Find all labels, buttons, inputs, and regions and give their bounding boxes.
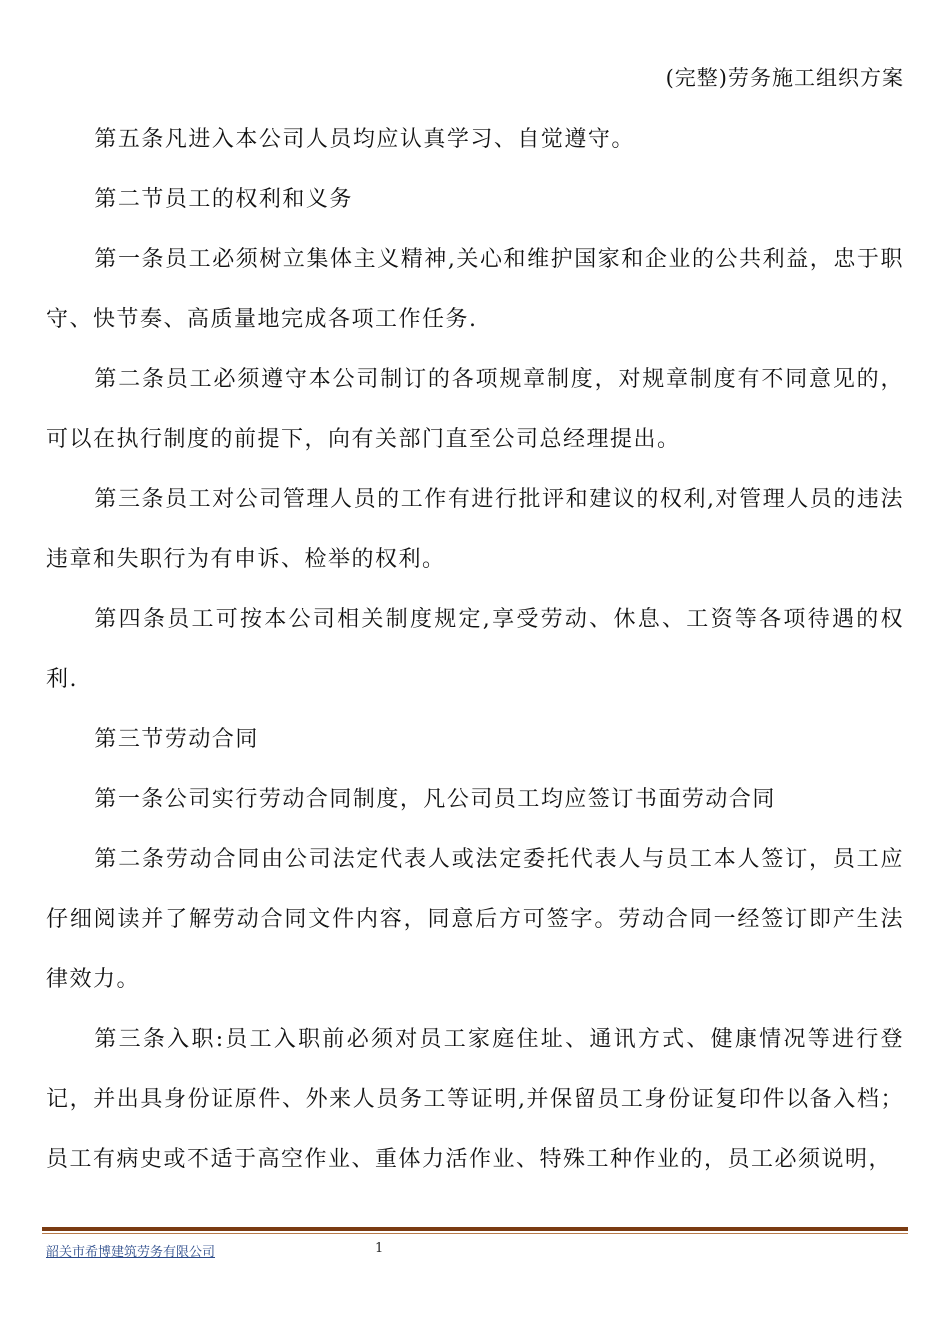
- paragraph: 第三条员工对公司管理人员的工作有进行批评和建议的权利,对管理人员的违法违章和失职行为有申诉、检举的权利。: [46, 487, 904, 572]
- paragraph: 第一条公司实行劳动合同制度，凡公司员工均应签订书面劳动合同: [94, 787, 776, 812]
- section-heading: 第三节劳动合同: [94, 727, 259, 752]
- paragraph: 第四条员工可按本公司相关制度规定,享受劳动、休息、工资等各项待遇的权利.: [46, 607, 904, 692]
- paragraph: 第二条劳动合同由公司法定代表人或法定委托代表人与员工本人签订，员工应仔细阅读并了解劳动合同文件内容，同意后方可签字。劳动合同一经签订即产生法律效力。: [46, 847, 904, 992]
- footer-divider-thin: [42, 1233, 908, 1234]
- paragraph: 第五条凡进入本公司人员均应认真学习、自觉遵守。: [94, 127, 635, 152]
- document-body: [46, 110, 904, 1190]
- footer-company-name: 韶关市希博建筑劳务有限公司: [46, 1245, 216, 1260]
- paragraph: 第三条入职:员工入职前必须对员工家庭住址、通讯方式、健康情况等进行登记，并出具身份证原件、外来人员务工等证明,并保留员工身份证复印件以备入档；员工有病史或不适于高空作业、重体力活作业、特殊工种作业的，员工必须说明，: [46, 1027, 904, 1172]
- page-header-title: (完整)劳务施工组织方案: [665, 66, 904, 90]
- paragraph: 第二条员工必须遵守本公司制订的各项规章制度，对规章制度有不同意见的，可以在执行制度的前提下，向有关部门直至公司总经理提出。: [46, 367, 904, 452]
- footer-page-number: 1: [375, 1241, 384, 1256]
- footer-divider: [42, 1227, 908, 1231]
- paragraph: 第一条员工必须树立集体主义精神,关心和维护国家和企业的公共利益，忠于职守、快节奏、高质量地完成各项工作任务.: [46, 247, 904, 332]
- section-heading: 第二节员工的权利和义务: [94, 187, 353, 212]
